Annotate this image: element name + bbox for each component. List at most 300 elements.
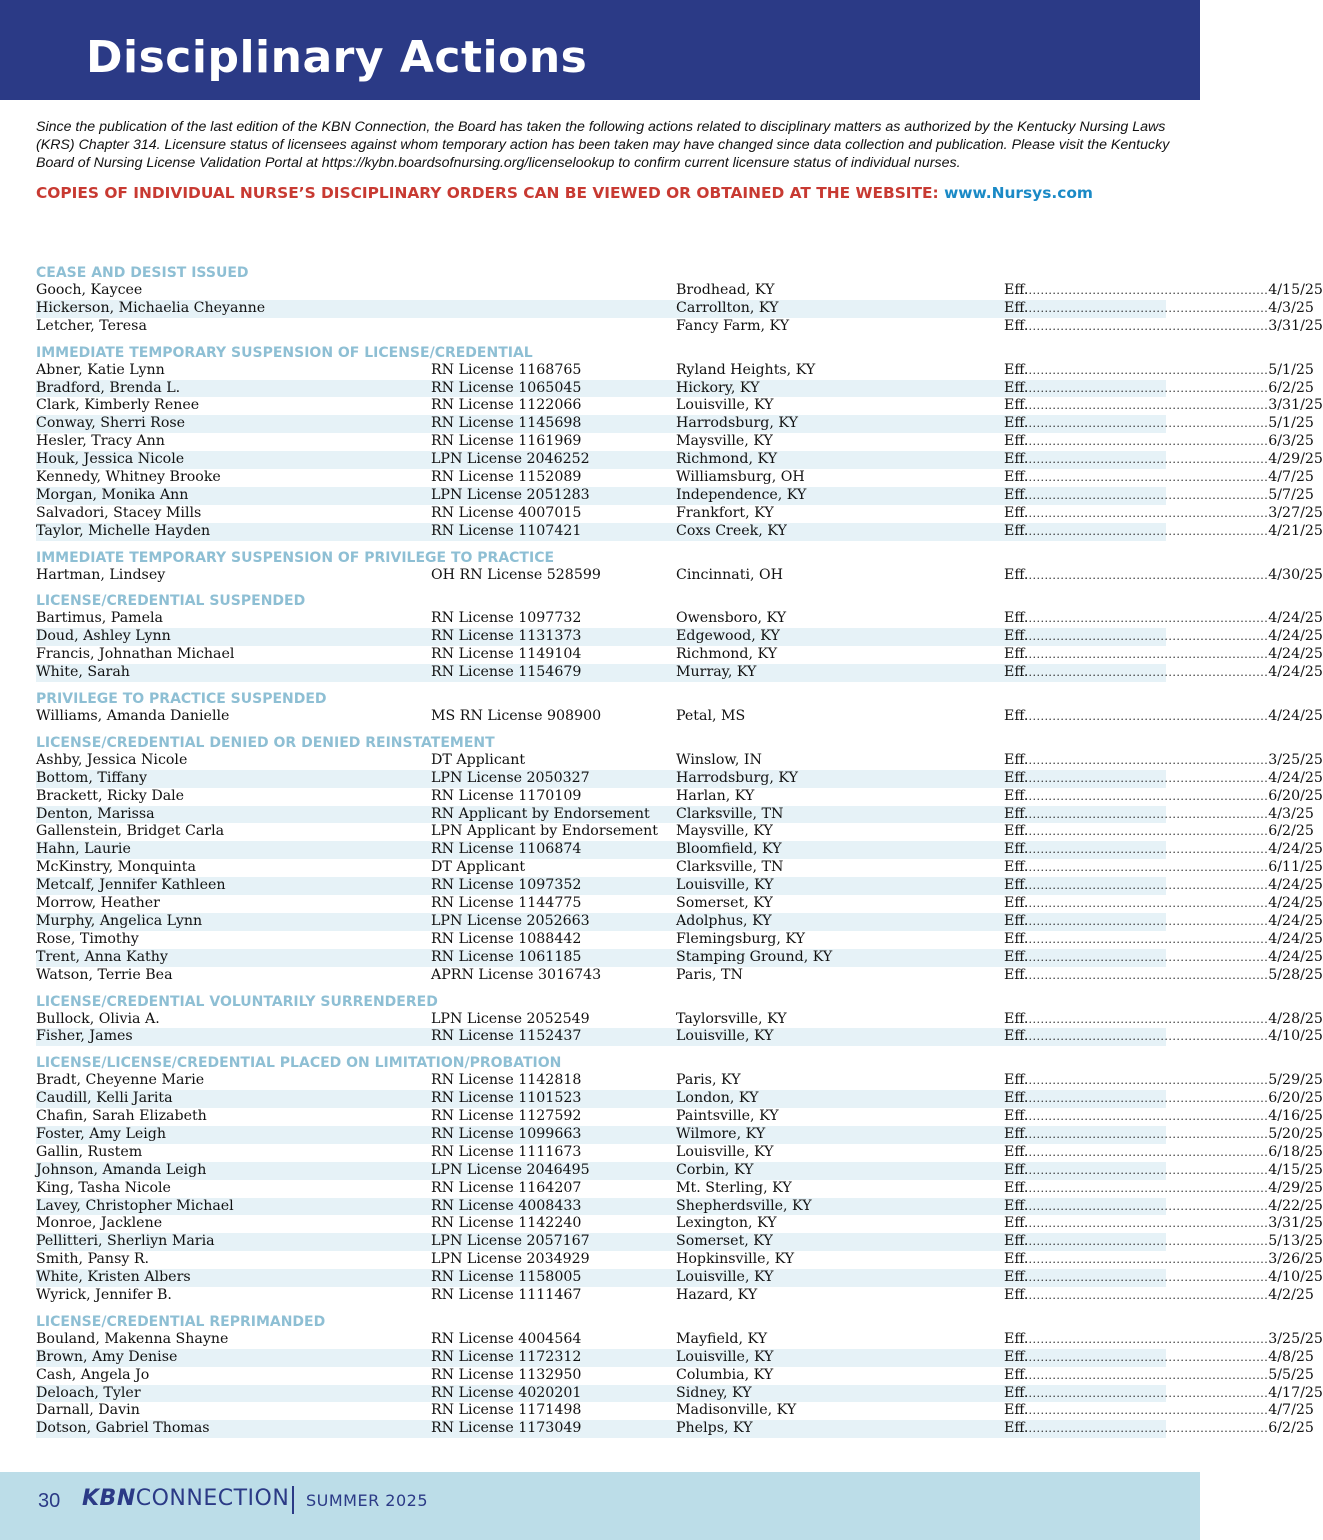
license-type: LPN License 2034929 — [431, 1251, 590, 1268]
date-value: 4/17/25 — [1268, 1384, 1323, 1401]
entry-row — [36, 1348, 1314, 1367]
effective-date — [1004, 930, 1323, 949]
license-type: LPN License 2046495 — [431, 1161, 590, 1178]
dot-leader: ............................................................ — [1028, 1386, 1269, 1400]
eff-label: Eff. — [1004, 859, 1029, 876]
license-type: LPN License 2050327 — [431, 769, 590, 786]
location: Mayfield, KY — [676, 1330, 768, 1347]
date-value: 5/1/25 — [1268, 415, 1314, 432]
date-value: 4/21/25 — [1268, 522, 1323, 539]
location: London, KY — [676, 1090, 759, 1107]
date-value: 6/2/25 — [1268, 379, 1314, 396]
nurse-name: Deloach, Tyler — [36, 1384, 141, 1401]
nurse-name: Hahn, Laurie — [36, 841, 131, 858]
entry-row — [36, 1330, 1323, 1349]
publication-name-bold: KBN — [82, 1486, 136, 1511]
entry-row — [36, 664, 1323, 682]
eff-label: Eff. — [1004, 1286, 1029, 1303]
location: Louisville, KY — [676, 397, 774, 414]
dot-leader: ............................................................ — [1028, 1404, 1269, 1418]
date-value: 4/10/25 — [1268, 1028, 1323, 1045]
dot-leader: ............................................................ — [1028, 1253, 1269, 1267]
location: Coxs Creek, KY — [676, 522, 787, 539]
entry-row — [36, 805, 1314, 824]
date-value: 4/8/25 — [1268, 1348, 1314, 1365]
effective-date — [1004, 664, 1323, 682]
location: Louisville, KY — [676, 1348, 774, 1365]
section-heading: PRIVILEGE TO PRACTICE SUSPENDED — [36, 691, 327, 708]
eff-label: Eff. — [1004, 1143, 1029, 1160]
nurse-name: White, Kristen Albers — [36, 1269, 191, 1286]
entry-row — [36, 1251, 1323, 1269]
eff-label: Eff. — [1004, 664, 1029, 681]
date-value: 4/29/25 — [1268, 1179, 1323, 1196]
date-value: 6/3/25 — [1268, 433, 1314, 450]
license-type — [431, 318, 676, 336]
eff-label: Eff. — [1004, 522, 1029, 539]
effective-date — [1004, 841, 1323, 859]
license-type: RN License 1097732 — [431, 610, 582, 627]
license-type: RN License 1101523 — [431, 1090, 582, 1107]
location: Frankfort, KY — [676, 504, 774, 521]
license-type: LPN Applicant by Endorsement — [431, 823, 658, 840]
effective-date — [1004, 317, 1323, 336]
dot-leader: ............................................................ — [1028, 1012, 1269, 1026]
effective-date — [1004, 1251, 1323, 1269]
eff-label: Eff. — [1004, 1330, 1029, 1347]
entry-row — [36, 823, 1314, 841]
license-type: RN Applicant by Endorsement — [431, 805, 650, 822]
effective-date — [1004, 912, 1323, 931]
section-heading: LICENSE/CREDENTIAL VOLUNTARILY SURRENDERED — [36, 993, 438, 1010]
footer-divider — [292, 1486, 294, 1514]
effective-date — [1004, 415, 1314, 433]
date-value: 4/24/25 — [1268, 646, 1323, 663]
effective-date — [1004, 610, 1323, 628]
license-type: LPN License 2057167 — [431, 1233, 590, 1250]
location: Stamping Ground, KY — [676, 948, 833, 965]
effective-date — [1004, 877, 1323, 895]
nurse-name: Salvadori, Stacey Mills — [36, 504, 202, 521]
effective-date — [1004, 1286, 1314, 1305]
entry-row — [36, 486, 1314, 505]
entry-row — [36, 708, 1323, 726]
dot-leader: ............................................................ — [1028, 471, 1269, 485]
section — [36, 993, 1323, 1047]
date-value: 4/3/25 — [1268, 805, 1314, 822]
nursys-website-link[interactable]: www.Nursys.com — [944, 184, 1093, 202]
entry-row — [36, 504, 1323, 523]
entry-row — [36, 1384, 1323, 1403]
dot-leader: ............................................................ — [1028, 807, 1269, 821]
location: Richmond, KY — [676, 646, 778, 663]
license-type: RN License 1144775 — [431, 895, 582, 912]
entry-row — [36, 1143, 1323, 1162]
license-type: RN License 1131373 — [431, 628, 582, 645]
license-type: LPN License 2046252 — [431, 451, 590, 468]
location: Columbia, KY — [676, 1366, 774, 1383]
date-value: 3/27/25 — [1268, 504, 1323, 521]
effective-date — [1004, 361, 1314, 380]
eff-label: Eff. — [1004, 433, 1029, 450]
license-type: RN License 1127592 — [431, 1108, 582, 1125]
effective-date — [1004, 1072, 1323, 1090]
eff-label: Eff. — [1004, 1161, 1029, 1178]
section — [36, 1054, 1323, 1305]
entry-row — [36, 1269, 1323, 1287]
date-value: 4/24/25 — [1268, 664, 1323, 681]
nurse-name: Abner, Katie Lynn — [36, 361, 165, 378]
license-type — [431, 282, 676, 300]
entry-row — [36, 1072, 1323, 1090]
section — [36, 549, 1323, 585]
nurse-name: Pellitteri, Sherliyn Maria — [36, 1233, 215, 1250]
date-value: 4/24/25 — [1268, 610, 1323, 627]
eff-label: Eff. — [1004, 912, 1029, 929]
entry-row — [36, 1420, 1314, 1438]
nurse-name: Trent, Anna Kathy — [36, 948, 168, 965]
nurse-name: Dotson, Gabriel Thomas — [36, 1420, 210, 1437]
dot-leader: ............................................................ — [1028, 453, 1269, 467]
location: Wilmore, KY — [676, 1125, 766, 1142]
effective-date — [1004, 948, 1323, 967]
eff-label: Eff. — [1004, 1072, 1029, 1089]
nurse-name: Bottom, Tiffany — [36, 769, 148, 786]
license-type: RN License 1145698 — [431, 415, 582, 432]
date-value: 6/2/25 — [1268, 823, 1314, 840]
dot-leader: ............................................................ — [1028, 1217, 1269, 1231]
license-type: RN License 1158005 — [431, 1269, 582, 1286]
effective-date — [1004, 895, 1323, 913]
effective-date — [1004, 769, 1323, 788]
eff-label: Eff. — [1004, 751, 1029, 768]
entry-row — [36, 1179, 1323, 1198]
publication-name — [82, 1486, 289, 1511]
effective-date — [1004, 469, 1314, 487]
license-type: DT Applicant — [431, 859, 526, 876]
entry-row — [36, 1197, 1323, 1216]
license-type: RN License 1099663 — [431, 1125, 582, 1142]
nurse-name: Foster, Amy Leigh — [36, 1125, 167, 1142]
dot-leader: ............................................................ — [1028, 1199, 1269, 1213]
publication-name-rest: CONNECTION — [135, 1486, 290, 1511]
license-type: RN License 1065045 — [431, 379, 582, 396]
entry-row — [36, 299, 1314, 318]
dot-leader: ............................................................ — [1028, 825, 1269, 839]
location: Paris, KY — [676, 1072, 741, 1089]
nurse-name: Bullock, Olivia A. — [36, 1010, 160, 1027]
effective-date — [1004, 1330, 1323, 1349]
effective-date — [1004, 1348, 1314, 1367]
nurse-name: Brown, Amy Denise — [36, 1348, 178, 1365]
nurse-name: Bradford, Brenda L. — [36, 379, 181, 396]
dot-leader: ............................................................ — [1028, 506, 1269, 520]
dot-leader: ............................................................ — [1028, 753, 1269, 767]
entry-row — [36, 841, 1323, 859]
license-type: LPN License 2052663 — [431, 912, 590, 929]
license-type: RN License 1173049 — [431, 1420, 582, 1437]
eff-label: Eff. — [1004, 1251, 1029, 1268]
eff-label: Eff. — [1004, 415, 1029, 432]
date-value: 4/24/25 — [1268, 708, 1323, 725]
date-value: 4/24/25 — [1268, 948, 1323, 965]
location: Corbin, KY — [676, 1161, 754, 1178]
eff-label: Eff. — [1004, 361, 1029, 378]
date-value: 4/15/25 — [1268, 282, 1323, 298]
eff-label: Eff. — [1004, 841, 1029, 858]
effective-date — [1004, 1420, 1314, 1438]
date-value: 4/30/25 — [1268, 566, 1323, 583]
nurse-name: Lavey, Christopher Michael — [36, 1197, 234, 1214]
dot-leader: ............................................................ — [1028, 524, 1269, 538]
nurse-name: Darnall, Davin — [36, 1402, 140, 1419]
page-footer — [0, 1472, 1200, 1540]
date-value: 4/7/25 — [1268, 1402, 1314, 1419]
nurse-name: Rose, Timothy — [36, 930, 139, 947]
eff-label: Eff. — [1004, 628, 1029, 645]
eff-label: Eff. — [1004, 1090, 1029, 1107]
entry-row — [36, 566, 1323, 585]
nurse-name: Hartman, Lindsey — [36, 566, 166, 583]
entry-row — [36, 1090, 1323, 1108]
effective-date — [1004, 1108, 1323, 1126]
dot-leader: ............................................................ — [1028, 1181, 1269, 1195]
eff-label: Eff. — [1004, 1197, 1029, 1214]
eff-label: Eff. — [1004, 895, 1029, 912]
location: Murray, KY — [676, 664, 757, 681]
effective-date — [1004, 1215, 1323, 1233]
location: Somerset, KY — [676, 895, 773, 912]
license-type: LPN License 2052549 — [431, 1010, 590, 1027]
nurse-name: Metcalf, Jennifer Kathleen — [36, 877, 226, 894]
date-value: 4/22/25 — [1268, 1197, 1323, 1214]
location: Harrodsburg, KY — [676, 769, 798, 786]
license-type: OH RN License 528599 — [431, 566, 601, 583]
entry-row — [36, 1161, 1323, 1180]
location: Hickory, KY — [676, 379, 760, 396]
entry-row — [36, 646, 1323, 664]
effective-date — [1004, 1269, 1323, 1287]
section-heading: IMMEDIATE TEMPORARY SUSPENSION OF LICENSE/CREDENTIAL — [36, 344, 533, 361]
location: Hopkinsville, KY — [676, 1251, 795, 1268]
date-value: 4/24/25 — [1268, 912, 1323, 929]
entry-row — [36, 469, 1314, 487]
location: Cincinnati, OH — [676, 566, 784, 583]
location: Shepherdsville, KY — [676, 1197, 812, 1214]
location: Harlan, KY — [676, 787, 755, 804]
location: Mt. Sterling, KY — [676, 1179, 792, 1196]
eff-label: Eff. — [1004, 610, 1029, 627]
effective-date — [1004, 379, 1314, 398]
nurse-name: McKinstry, Monquinta — [36, 859, 196, 876]
license-type: RN License 1132950 — [431, 1366, 582, 1383]
license-type — [431, 300, 676, 318]
effective-date — [1004, 708, 1323, 726]
location: Somerset, KY — [676, 1233, 773, 1250]
location: Louisville, KY — [676, 1028, 774, 1045]
date-value: 6/20/25 — [1268, 787, 1323, 804]
dot-leader: ............................................................ — [1028, 861, 1269, 875]
effective-date — [1004, 1010, 1323, 1029]
nurse-name: Letcher, Teresa — [36, 317, 147, 334]
entry-row — [36, 628, 1323, 646]
eff-label: Eff. — [1004, 646, 1029, 663]
nurse-name: Francis, Johnathan Michael — [36, 646, 235, 663]
copies-notice-text: COPIES OF INDIVIDUAL NURSE’S DISCIPLINARY ORDERS CAN BE VIEWED OR OBTAINED AT THE WEBSITE: — [36, 184, 939, 202]
date-value: 4/16/25 — [1268, 1108, 1323, 1125]
nurse-name: Johnson, Amanda Leigh — [36, 1161, 207, 1178]
section — [36, 1313, 1323, 1438]
location: Phelps, KY — [676, 1420, 753, 1437]
eff-label: Eff. — [1004, 823, 1029, 840]
effective-date — [1004, 1090, 1323, 1108]
date-value: 4/29/25 — [1268, 451, 1323, 468]
page-title: Disciplinary Actions — [86, 32, 588, 83]
dot-leader: ............................................................ — [1028, 417, 1269, 431]
license-type: RN License 4008433 — [431, 1197, 582, 1214]
eff-label: Eff. — [1004, 486, 1029, 503]
effective-date — [1004, 805, 1314, 824]
dot-leader: ............................................................ — [1028, 1422, 1269, 1436]
nurse-name: Morgan, Monika Ann — [36, 486, 189, 503]
license-type: RN License 4004564 — [431, 1330, 582, 1347]
effective-date — [1004, 1384, 1323, 1403]
eff-label: Eff. — [1004, 566, 1029, 583]
license-type: RN License 1171498 — [431, 1402, 582, 1419]
license-type: RN License 1142818 — [431, 1072, 582, 1089]
section — [36, 690, 1323, 726]
entry-row — [36, 912, 1323, 931]
date-value: 3/31/25 — [1268, 1215, 1323, 1232]
date-value: 4/24/25 — [1268, 930, 1323, 947]
dot-leader: ............................................................ — [1028, 488, 1269, 502]
effective-date — [1004, 522, 1323, 541]
effective-date — [1004, 1125, 1323, 1144]
license-type: DT Applicant — [431, 751, 526, 768]
eff-label: Eff. — [1004, 966, 1029, 983]
nurse-name: Bartimus, Pamela — [36, 610, 164, 627]
location: Paris, TN — [676, 966, 743, 983]
date-value: 4/10/25 — [1268, 1269, 1323, 1286]
effective-date — [1004, 966, 1323, 985]
location: Ryland Heights, KY — [676, 361, 816, 378]
location: Sidney, KY — [676, 1384, 752, 1401]
dot-leader: ............................................................ — [1028, 568, 1269, 582]
date-value: 5/13/25 — [1268, 1233, 1323, 1250]
effective-date — [1004, 299, 1314, 318]
location: Adolphus, KY — [676, 912, 772, 929]
date-value: 5/1/25 — [1268, 361, 1314, 378]
date-value: 3/31/25 — [1268, 397, 1323, 414]
effective-date — [1004, 1161, 1323, 1180]
location: Louisville, KY — [676, 877, 774, 894]
entry-row — [36, 451, 1323, 469]
eff-label: Eff. — [1004, 787, 1029, 804]
nurse-name: Conway, Sherri Rose — [36, 415, 186, 432]
location: Edgewood, KY — [676, 628, 780, 645]
eff-label: Eff. — [1004, 805, 1029, 822]
license-type: RN License 1061185 — [431, 948, 582, 965]
eff-label: Eff. — [1004, 708, 1029, 725]
date-value: 3/31/25 — [1268, 317, 1323, 334]
location: Petal, MS — [676, 708, 746, 725]
issue-label: SUMMER 2025 — [306, 1491, 429, 1510]
nurse-name: Denton, Marissa — [36, 805, 155, 822]
nurse-name: Taylor, Michelle Hayden — [36, 522, 211, 539]
nurse-name: Brackett, Ricky Dale — [36, 787, 185, 804]
nurse-name: Gooch, Kaycee — [36, 282, 143, 298]
license-type: RN License 1154679 — [431, 664, 582, 681]
eff-label: Eff. — [1004, 299, 1029, 316]
dot-leader: ............................................................ — [1028, 914, 1269, 928]
entry-row — [36, 415, 1314, 433]
effective-date — [1004, 751, 1323, 770]
license-type: RN License 4020201 — [431, 1384, 582, 1401]
date-value: 4/24/25 — [1268, 628, 1323, 645]
dot-leader: ............................................................ — [1028, 435, 1269, 449]
eff-label: Eff. — [1004, 1348, 1029, 1365]
date-value: 4/7/25 — [1268, 469, 1314, 486]
nurse-name: Kennedy, Whitney Brooke — [36, 469, 221, 486]
entry-row — [36, 877, 1323, 895]
entry-row — [36, 859, 1323, 877]
nurse-name: Watson, Terrie Bea — [36, 966, 173, 983]
dot-leader: ............................................................ — [1028, 1235, 1269, 1249]
location: Maysville, KY — [676, 823, 773, 840]
dot-leader: ............................................................ — [1028, 612, 1269, 626]
eff-label: Eff. — [1004, 379, 1029, 396]
dot-leader: ............................................................ — [1028, 301, 1269, 315]
dot-leader: ............................................................ — [1028, 843, 1269, 857]
entry-row — [36, 769, 1323, 788]
effective-date — [1004, 1179, 1323, 1198]
dot-leader: ............................................................ — [1028, 1127, 1269, 1141]
eff-label: Eff. — [1004, 877, 1029, 894]
section-heading: LICENSE/LICENSE/CREDENTIAL PLACED ON LIMITATION/PROBATION — [36, 1055, 562, 1072]
eff-label: Eff. — [1004, 1233, 1029, 1250]
location: Independence, KY — [676, 486, 807, 503]
dot-leader: ............................................................ — [1028, 319, 1269, 333]
dot-leader: ............................................................ — [1028, 1110, 1269, 1124]
nurse-name: Morrow, Heather — [36, 895, 160, 912]
nurse-name: Ashby, Jessica Nicole — [36, 751, 188, 768]
effective-date — [1004, 787, 1323, 806]
entry-row — [36, 522, 1323, 541]
dot-leader: ............................................................ — [1028, 1163, 1269, 1177]
dot-leader: ............................................................ — [1028, 968, 1269, 982]
eff-label: Eff. — [1004, 469, 1029, 486]
nurse-name: Williams, Amanda Danielle — [36, 708, 230, 725]
entry-row — [36, 610, 1323, 628]
location: Bloomfield, KY — [676, 841, 782, 858]
license-type: RN License 1149104 — [431, 646, 582, 663]
eff-label: Eff. — [1004, 1269, 1029, 1286]
entry-row — [36, 1010, 1323, 1029]
license-type: RN License 1107421 — [431, 522, 582, 539]
section — [36, 264, 1323, 336]
nurse-name: Bouland, Makenna Shayne — [36, 1330, 229, 1347]
dot-leader: ............................................................ — [1028, 950, 1269, 964]
entry-row — [36, 787, 1323, 806]
copies-notice — [36, 184, 1176, 202]
eff-label: Eff. — [1004, 769, 1029, 786]
entry-row — [36, 751, 1323, 770]
effective-date — [1004, 1366, 1314, 1385]
effective-date — [1004, 1233, 1323, 1251]
eff-label: Eff. — [1004, 397, 1029, 414]
eff-label: Eff. — [1004, 317, 1029, 334]
date-value: 3/26/25 — [1268, 1251, 1323, 1268]
